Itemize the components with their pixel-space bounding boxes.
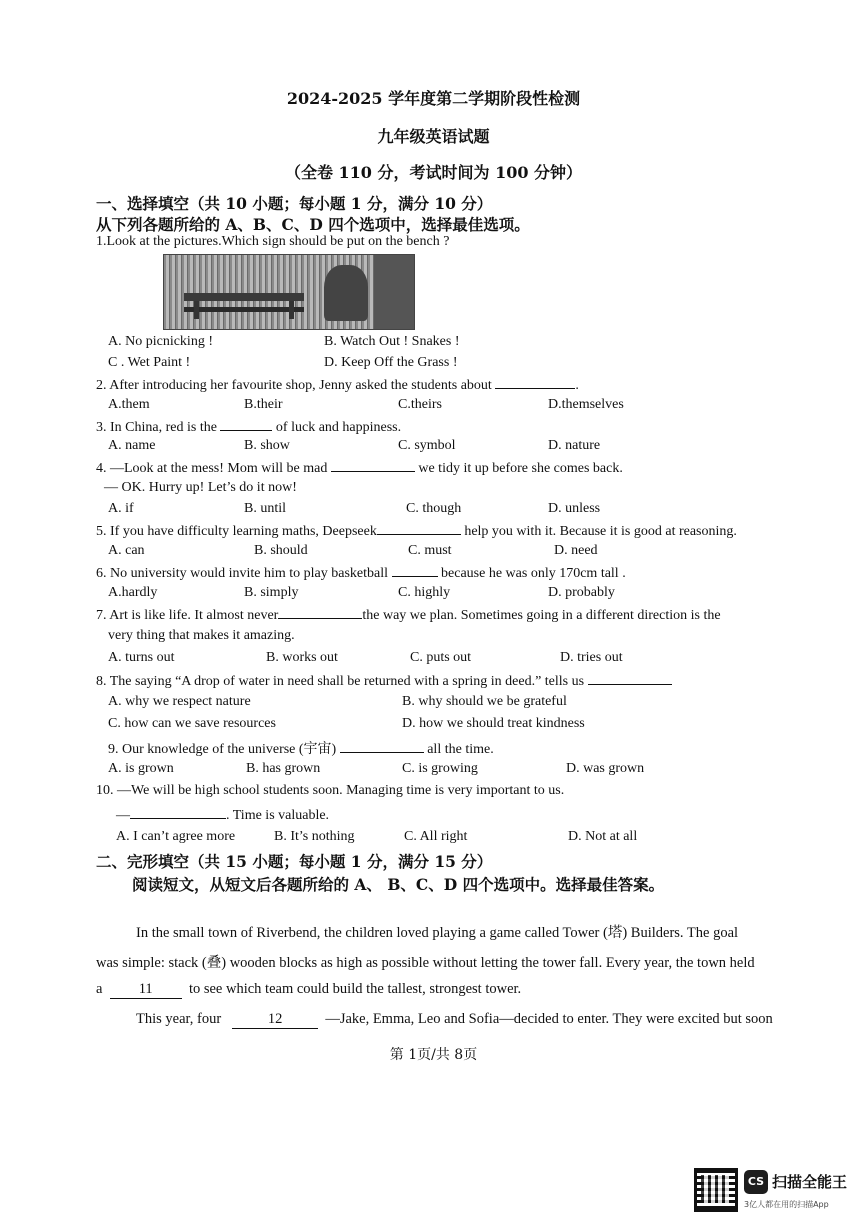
q3-option-d: D. nature	[548, 438, 601, 453]
q3-stem: 3. In China, red is the of luck and happiness.	[96, 420, 402, 435]
q2-option-d: D.themselves	[548, 397, 624, 412]
q5-option-a: A. can	[108, 543, 145, 558]
q10-option-b: B. It’s nothing	[274, 829, 355, 844]
q1-option-a: A. No picnicking !	[108, 334, 213, 349]
camscanner-logo-icon: CS	[744, 1170, 768, 1194]
answer-blank	[392, 564, 438, 577]
exam-subtitle: 九年级英语试题	[377, 127, 490, 146]
q4-reply: — OK. Hurry up! Let’s do it now!	[104, 480, 297, 495]
q10-option-a: A. I can’t agree more	[116, 829, 236, 844]
q9-option-b: B. has grown	[246, 761, 321, 776]
q9-option-a: A. is grown	[108, 761, 174, 776]
q1-option-d: D. Keep Off the Grass !	[324, 355, 458, 370]
q6-option-c: C. highly	[398, 585, 451, 600]
q1-option-b: B. Watch Out ! Snakes !	[324, 334, 460, 349]
q10-reply: — . Time is valuable.	[116, 808, 330, 823]
q10-stem: 10. —We will be high school students soon. Managing time is very important to us.	[96, 783, 565, 798]
answer-blank	[130, 806, 226, 819]
answer-blank	[377, 522, 461, 535]
q9-stem: 9. Our knowledge of the universe (宇宙) all the time.	[108, 742, 494, 757]
q8-stem: 8. The saying “A drop of water in need shall be returned with a spring in deed.” tells us	[96, 672, 672, 690]
q6-option-b: B. simply	[244, 585, 299, 600]
q8-option-c: C. how can we save resources	[108, 716, 276, 731]
q8-option-a: A. why we respect nature	[108, 694, 251, 709]
exam-title: 2024-2025 学年度第二学期阶段性检测	[286, 89, 581, 108]
section1-instruction: 从下列各题所给的 A、B、C、D 四个选项中，选择最佳选项。	[96, 215, 530, 234]
q3-option-b: B. show	[244, 438, 290, 453]
qr-code-icon	[694, 1168, 738, 1212]
camscanner-tagline: 3亿人都在用的扫描App	[744, 1200, 829, 1209]
answer-blank	[495, 376, 575, 389]
q3-option-a: A. name	[108, 438, 156, 453]
q7-option-d: D. tries out	[560, 650, 623, 665]
passage-line-3: a 11 to see which team could build the tallest, strongest tower.	[96, 981, 522, 997]
section2-heading: 二、完形填空（共 15 小题；每小题 1 分，满分 15 分）	[96, 852, 493, 871]
q3-option-c: C. symbol	[398, 438, 456, 453]
q1-stem: 1.Look at the pictures.Which sign should be put on the bench ?	[96, 234, 450, 249]
q2-stem: 2. After introducing her favourite shop, Jenny asked the students about .	[96, 378, 579, 393]
section2-instruction: 阅读短文，从短文后各题所给的 A、 B、C、D 四个选项中。选择最佳答案。	[132, 875, 665, 894]
q2-option-c: C.theirs	[398, 397, 442, 412]
q7-stem-cont: very thing that makes it amazing.	[108, 628, 295, 643]
bench-picture	[163, 254, 415, 330]
q4-option-c: C. though	[406, 501, 462, 516]
q9-option-c: C. is growing	[402, 761, 478, 776]
q2-option-b: B.their	[244, 397, 283, 412]
cloze-blank-12: 12	[232, 1011, 318, 1029]
q4-stem: 4. —Look at the mess! Mom will be mad we tidy it up before she comes back.	[96, 461, 623, 476]
answer-blank	[340, 740, 424, 753]
cloze-blank-11: 11	[110, 981, 182, 999]
section1-heading: 一、选择填空（共 10 小题；每小题 1 分，满分 10 分）	[96, 194, 493, 213]
answer-blank	[278, 606, 362, 619]
q10-option-d: D. Not at all	[568, 829, 638, 844]
q4-option-b: B. until	[244, 501, 287, 516]
q5-option-d: D. need	[554, 543, 598, 558]
page-number: 第 1页/共 8页	[389, 1047, 478, 1063]
q4-option-d: D. unless	[548, 501, 601, 516]
q1-option-c: C . Wet Paint !	[108, 355, 191, 370]
answer-blank	[331, 459, 415, 472]
q7-option-a: A. turns out	[108, 650, 175, 665]
q7-option-c: C. puts out	[410, 650, 472, 665]
q6-option-d: D. probably	[548, 585, 615, 600]
q6-option-a: A.hardly	[108, 585, 158, 600]
q9-option-d: D. was grown	[566, 761, 645, 776]
camscanner-name: 扫描全能王	[772, 1173, 848, 1191]
q2-option-a: A.them	[108, 397, 150, 412]
q7-stem: 7. Art is like life. It almost never the way we plan. Sometimes going in a different direction is the	[96, 608, 721, 623]
q5-option-c: C. must	[408, 543, 452, 558]
answer-blank	[588, 672, 672, 685]
q8-option-b: B. why should we be grateful	[402, 694, 567, 709]
q10-option-c: C. All right	[404, 829, 468, 844]
q8-option-d: D. how we should treat kindness	[402, 716, 585, 731]
q4-option-a: A. if	[108, 501, 134, 516]
q6-stem: 6. No university would invite him to play basketball because he was only 170cm tall .	[96, 566, 626, 581]
q5-option-b: B. should	[254, 543, 308, 558]
exam-info: （全卷 110 分，考试时间为 100 分钟）	[284, 163, 583, 182]
answer-blank	[220, 418, 272, 431]
passage-line-4: This year, four 12 —Jake, Emma, Leo and Sofia—decided to enter. They were excited but soon	[136, 1011, 773, 1027]
q7-option-b: B. works out	[266, 650, 338, 665]
q5-stem: 5. If you have difficulty learning maths, Deepseek help you with it. Because it is good at reasoning.	[96, 524, 737, 539]
passage-line-1: In the small town of Riverbend, the children loved playing a game called Tower (塔) Builders. The goal	[136, 925, 739, 941]
passage-line-2: was simple: stack (叠) wooden blocks as high as possible without letting the tower fall. Every year, the town held	[96, 955, 755, 971]
